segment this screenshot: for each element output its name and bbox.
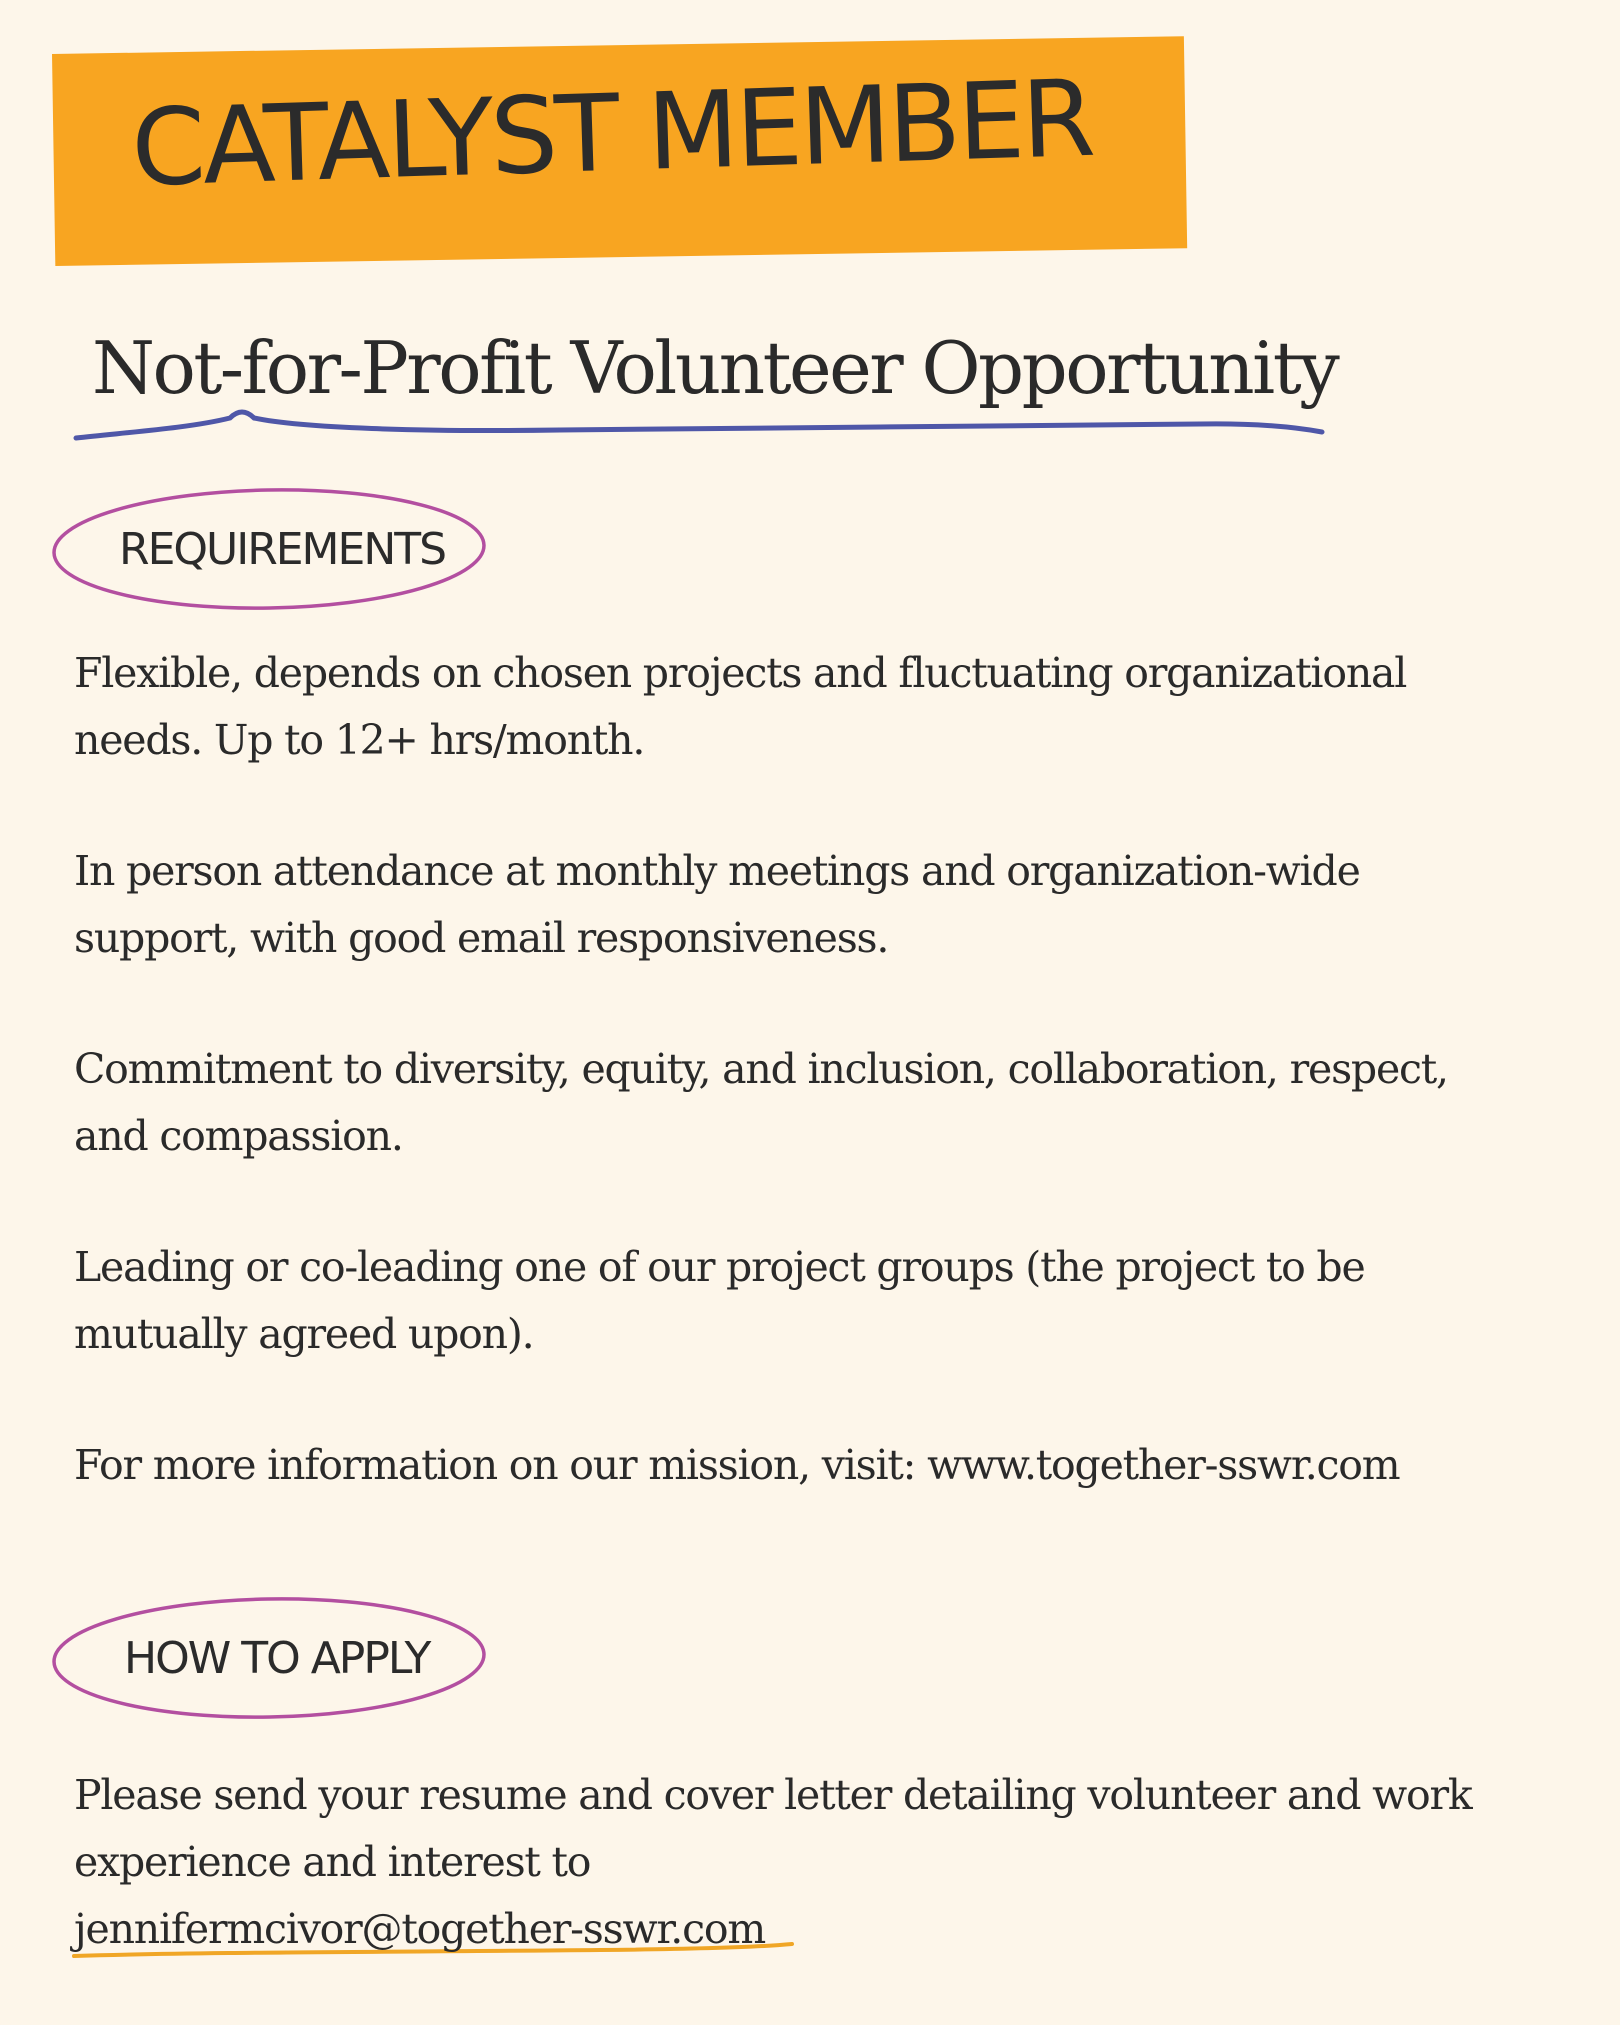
requirement-item	[74, 1234, 1554, 1368]
requirement-line: Commitment to diversity, equity, and inclusion, collaboration, respect,	[74, 1045, 1448, 1093]
requirement-line: Leading or co-leading one of our project groups (the project to be	[74, 1243, 1365, 1291]
contact-email[interactable]: jennifermcivor@together-sswr.com	[74, 1905, 766, 1953]
requirement-line: In person attendance at monthly meetings and organization-wide	[74, 847, 1360, 895]
requirement-item	[74, 838, 1554, 972]
subtitle: Not-for-Profit Volunteer Opportunity	[92, 326, 1338, 410]
mission-info-text: For more information on our mission, visit: www.together-sswr.com	[74, 1441, 1400, 1489]
requirement-line: support, with good email responsiveness.	[74, 914, 889, 962]
mission-info	[74, 1432, 1554, 1499]
apply-instructions	[74, 1762, 1554, 1963]
requirements-heading: REQUIREMENTS	[119, 524, 446, 575]
subtitle-underline	[76, 412, 1322, 438]
apply-line: Please send your resume and cover letter detailing volunteer and work	[74, 1771, 1472, 1819]
page-title: CATALYST MEMBER	[129, 56, 1095, 210]
requirement-item	[74, 1036, 1554, 1170]
requirement-item	[74, 640, 1554, 774]
requirement-line: and compassion.	[74, 1112, 403, 1160]
apply-line: experience and interest to	[74, 1838, 591, 1886]
requirement-line: mutually agreed upon).	[74, 1310, 534, 1358]
requirement-line: Flexible, depends on chosen projects and fluctuating organizational	[74, 649, 1407, 697]
how-to-apply-heading: HOW TO APPLY	[124, 1633, 430, 1684]
requirement-line: needs. Up to 12+ hrs/month.	[74, 716, 645, 764]
